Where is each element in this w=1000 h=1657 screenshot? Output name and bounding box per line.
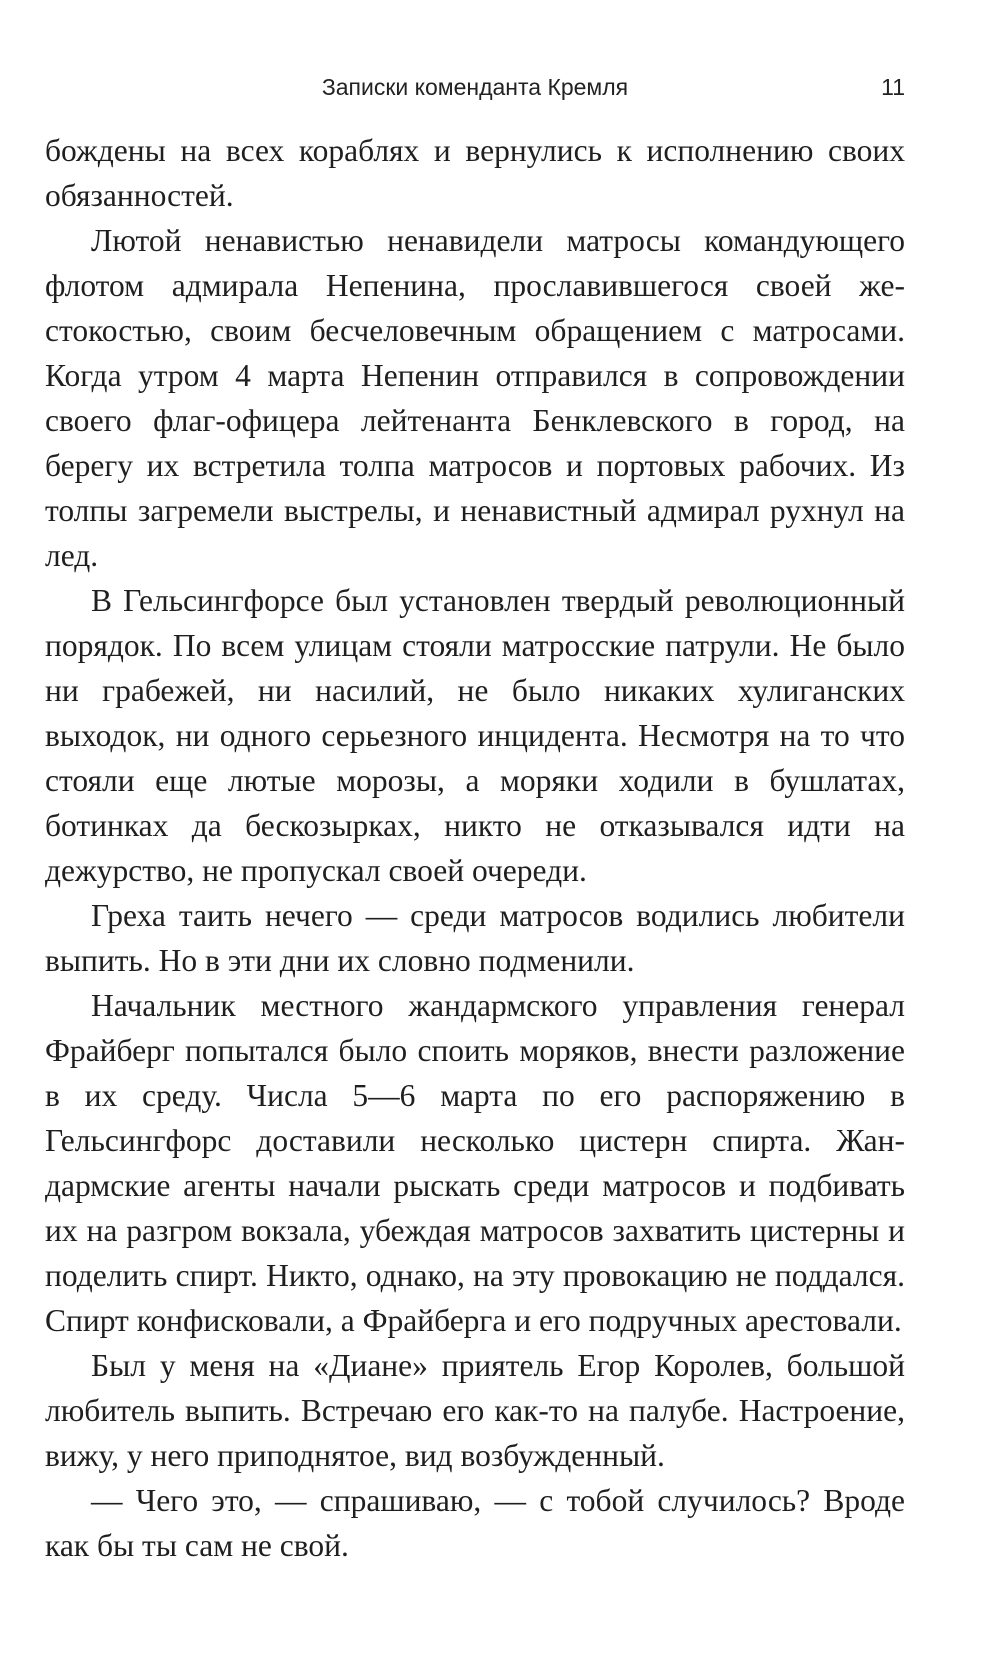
running-header <box>45 70 905 114</box>
paragraph: В Гельсингфорсе был установлен твердый революционный порядок. По всем улицам стояли матросские патрули. Не было ни грабежей, ни насилий, не было никаких хулиганских выходок, ни одного серьезного инцидента. Несмотря на то что стояли еще лютые морозы, а моряки ходили в бушлатах, ботинках да бескозырках, никто не отказывался идти на дежурство, не пропускал своей очереди. <box>45 583 905 888</box>
paragraph: Лютой ненавистью ненавидели матросы командующего флотом адмирала Непенина, прославившегося своей жестокостью, своим бесчеловечным обращением с матросами. Когда утром 4 марта Непенин отправился в сопровождении своего флаг-офицера лейтенанта Бенклевского в город, на берегу их встретила толпа матросов и портовых рабочих. Из толпы загремели выстрелы, и ненавистный адмирал рухнул на лед. <box>45 223 905 573</box>
paragraph-dialogue: — Чего это, — спрашиваю, — с тобой случилось? Вроде как бы ты сам не свой. <box>45 1483 905 1563</box>
page-number: 11 <box>881 74 905 100</box>
paragraph: Греха таить нечего — среди матросов водились любители выпить. Но в эти дни их словно подменили. <box>45 898 905 978</box>
running-title: Записки коменданта Кремля <box>321 74 629 100</box>
paragraph: Был у меня на «Диане» приятель Егор Королев, большой любитель выпить. Встречаю его как-то на палубе. Настроение, вижу, у него приподнятое, вид возбужденный. <box>45 1348 905 1473</box>
body-text <box>45 128 905 1568</box>
paragraph: Начальник местного жандармского управления генерал Фрайберг попытался было споить моряков, внести разложение в их среду. Числа 5—6 марта по его распоряжению в Гельсингфорс доставили несколько цистерн спирта. Жандармские агенты начали рыскать среди матросов и подбивать их на разгром вокзала, убеждая матросов захватить цистерны и поделить спирт. Никто, однако, на эту провокацию не поддался. Спирт конфисковали, а Фрайберга и его подручных арестовали. <box>45 988 905 1338</box>
paragraph-continuation: бождены на всех кораблях и вернулись к исполнению своих обязанностей. <box>45 133 905 213</box>
